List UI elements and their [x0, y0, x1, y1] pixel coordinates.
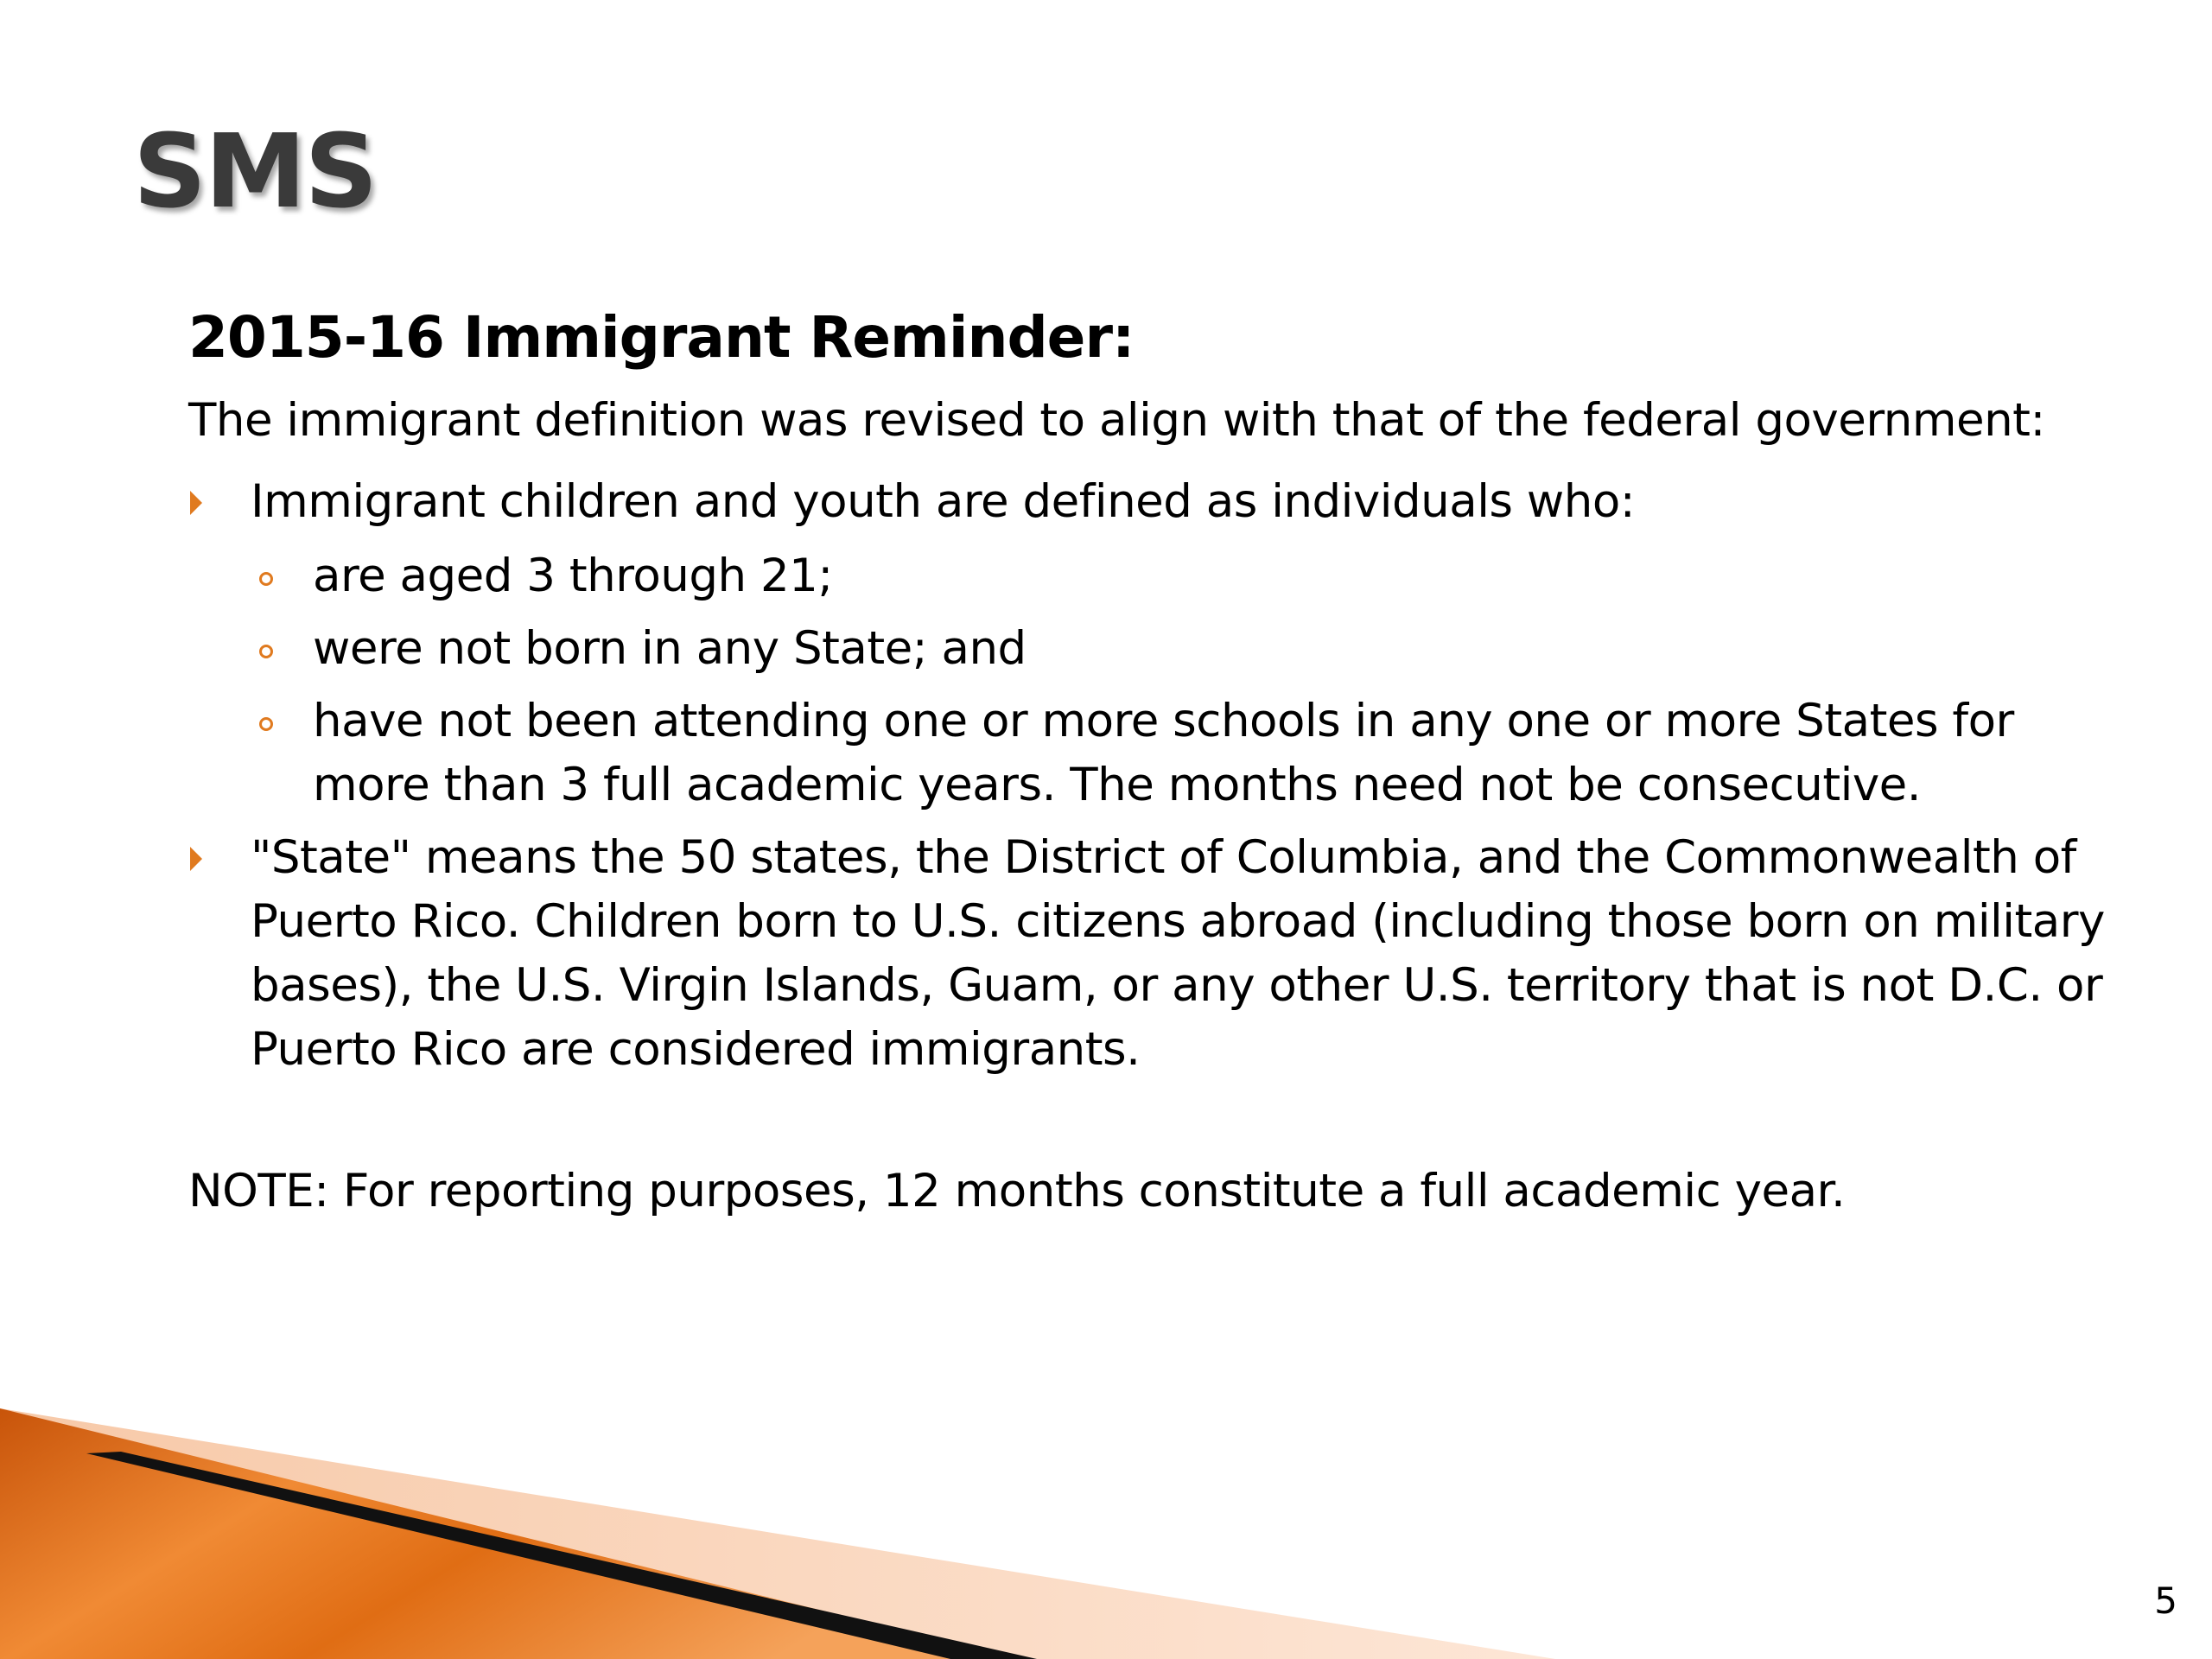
- page-number: 5: [2154, 1580, 2177, 1622]
- decorative-swoosh: [0, 1382, 1555, 1659]
- bullet-item: [188, 470, 2124, 534]
- sub-bullet-text: have not been attending one or more schools in any one or more States for more than 3 full academic years. The months need not be consecutive.: [313, 695, 2014, 811]
- circle-bullet-icon: [259, 572, 273, 586]
- sub-bullet-text: were not born in any State; and: [313, 622, 1027, 675]
- triangle-bullet-icon: [190, 847, 202, 871]
- bullet-text: "State" means the 50 states, the District of Columbia, and the Commonwealth of Puerto Rico. Children born to U.S. citizens abroad (including those born on military bases), the U.S. Virgin Islands, Guam, or any other U.S. territory that is not D.C. or Puerto Rico are considered immigrants.: [251, 831, 2105, 1076]
- bullet-item: [188, 826, 2124, 1082]
- slide-title: SMS: [133, 111, 377, 231]
- bullet-text: Immigrant children and youth are defined as individuals who:: [251, 475, 1636, 528]
- note-text: NOTE: For reporting purposes, 12 months constitute a full academic year.: [188, 1165, 1846, 1217]
- triangle-bullet-icon: [190, 491, 202, 515]
- section-heading: 2015-16 Immigrant Reminder:: [188, 304, 1135, 371]
- sub-bullet-item: [188, 617, 2124, 681]
- sub-bullet-item: [188, 544, 2124, 608]
- circle-bullet-icon: [259, 717, 273, 731]
- sub-bullet-item: [188, 690, 2124, 817]
- intro-paragraph: The immigrant definition was revised to align with that of the federal government:: [188, 394, 2045, 447]
- slide-body: [188, 299, 2124, 1224]
- circle-bullet-icon: [259, 645, 273, 658]
- sub-bullet-text: are aged 3 through 21;: [313, 550, 833, 602]
